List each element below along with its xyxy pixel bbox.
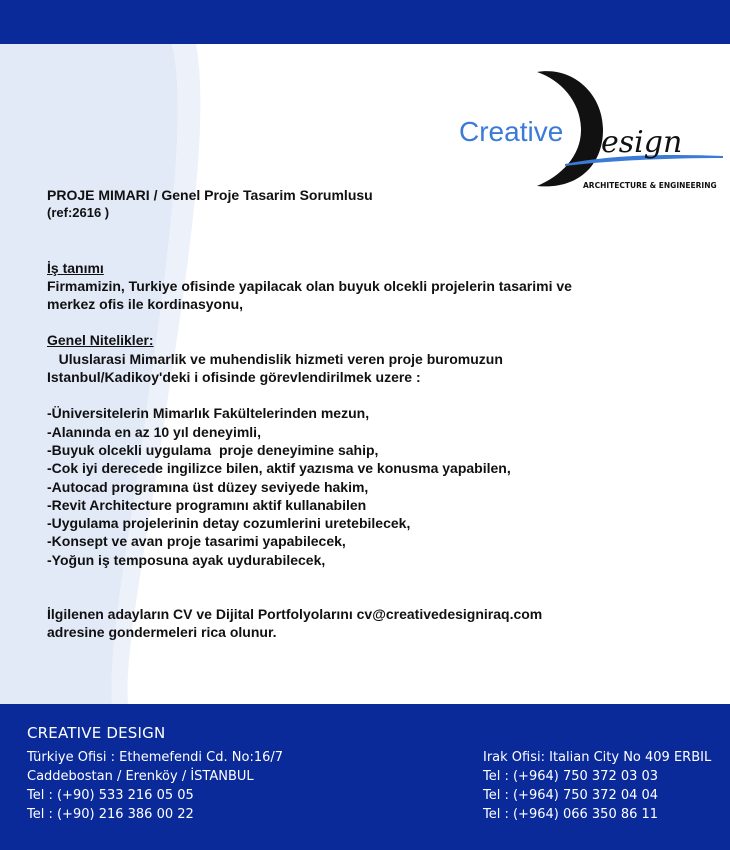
turkey-office-phone: Tel : (+90) 216 386 00 22 <box>27 807 194 822</box>
job-description-line: merkez ofis ile kordinasyonu, <box>47 296 244 313</box>
requirement-item: -Yoğun iş temposuna ayak uydurabilecek, <box>47 551 326 568</box>
job-description-line: Firmamizin, Turkiye ofisinde yapilacak olan buyuk olcekli projelerin tasarimi ve <box>47 277 572 294</box>
qualifications-heading: Genel Nitelikler: <box>47 332 154 349</box>
requirement-item: -Revit Architecture programını aktif kullanabilen <box>47 496 367 513</box>
iraq-office-address: Irak Ofisi: Italian City No 409 ERBIL <box>483 750 712 765</box>
logo-script-word: esign <box>601 125 683 160</box>
requirement-item: -Uygulama projelerinin detay cozumlerini uretebilecek, <box>47 515 411 532</box>
job-reference: (ref:2616 ) <box>47 205 110 221</box>
closing-line: İlgilenen adayların CV ve Dijital Portfolyolarını cv@creativedesigniraq.com <box>47 606 543 623</box>
requirement-item: -Üniversitelerin Mimarlık Fakültelerinden mezun, <box>47 405 370 422</box>
iraq-office-phone: Tel : (+964) 750 372 03 03 <box>483 769 659 784</box>
qualifications-intro-line: Uluslarasi Mimarlik ve muhendislik hizmeti veren proje buromuzun <box>47 350 503 367</box>
footer-company-name: CREATIVE DESIGN <box>27 724 166 742</box>
logo-word: Creative <box>459 116 564 147</box>
logo-tagline: ARCHITECTURE & ENGINEERING <box>583 181 717 190</box>
iraq-office-phone: Tel : (+964) 066 350 86 11 <box>483 807 659 822</box>
requirement-item: -Alanında en az 10 yıl deneyimli, <box>47 423 261 440</box>
requirement-item: -Buyuk olcekli uygulama proje deneyimine sahip, <box>47 441 379 458</box>
turkey-office-address: Türkiye Ofisi : Ethemefendi Cd. No:16/7 <box>27 750 284 765</box>
qualifications-intro-line: Istanbul/Kadikoy'deki i ofisinde görevlendirilmek uzere : <box>47 369 421 386</box>
requirement-item: -Cok iyi derecede ingilizce bilen, aktif yazısma ve konusma yapabilen, <box>47 460 511 477</box>
job-title: PROJE MIMARI / Genel Proje Tasarim Sorumlusu <box>47 187 373 203</box>
requirement-item: -Konsept ve avan proje tasarimi yapabilecek, <box>47 533 346 550</box>
requirements-list <box>47 404 697 569</box>
turkey-office-phone: Tel : (+90) 533 216 05 05 <box>27 788 194 803</box>
turkey-office <box>27 748 283 824</box>
iraq-office-phone: Tel : (+964) 750 372 04 04 <box>483 788 659 803</box>
company-logo <box>455 68 725 194</box>
requirement-item: -Autocad programına üst düzey seviyede hakim, <box>47 478 369 495</box>
top-banner <box>0 0 730 44</box>
job-posting <box>47 186 697 642</box>
iraq-office <box>483 748 711 824</box>
turkey-office-district: Caddebostan / Erenköy / İSTANBUL <box>27 769 254 784</box>
job-description-heading: İş tanımı <box>47 259 104 276</box>
closing-line: adresine gondermeleri rica olunur. <box>47 624 277 641</box>
